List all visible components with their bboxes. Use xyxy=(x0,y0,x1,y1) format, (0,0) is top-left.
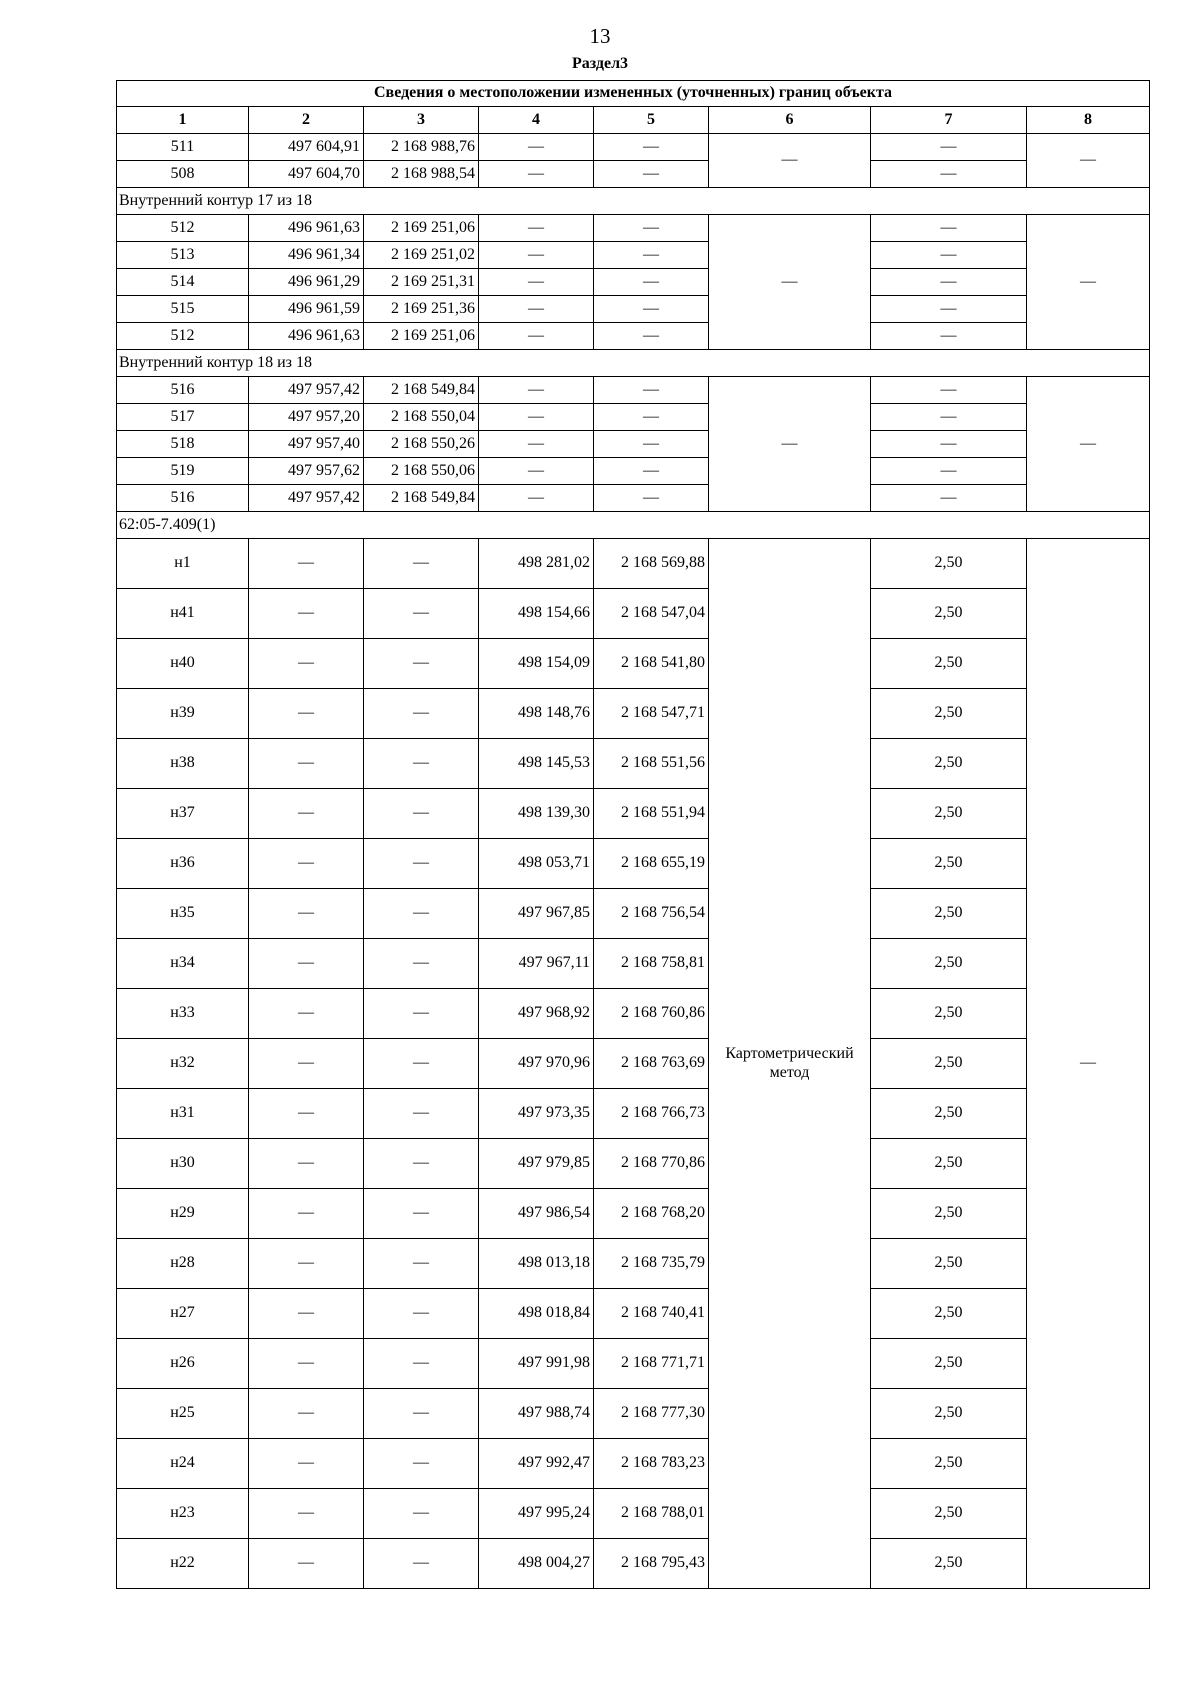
cell-col4: 498 004,27 xyxy=(479,1539,594,1589)
cell-col2: 496 961,63 xyxy=(249,215,364,242)
point-name-cell: 512 xyxy=(117,323,249,350)
cell-col2: 496 961,59 xyxy=(249,296,364,323)
point-name-cell: н38 xyxy=(117,739,249,789)
cell-col2: — xyxy=(249,1189,364,1239)
cell-col3: 2 169 251,36 xyxy=(364,296,479,323)
accuracy-cell: — xyxy=(871,242,1027,269)
page-number: 13 xyxy=(589,24,611,48)
cell-col4: — xyxy=(479,404,594,431)
table-title-row xyxy=(117,81,1150,107)
table-row xyxy=(117,1239,1150,1289)
cell-col5: 2 168 783,23 xyxy=(594,1439,709,1489)
table-row xyxy=(117,431,1150,458)
method-cell: — xyxy=(709,134,871,188)
point-name-cell: н34 xyxy=(117,939,249,989)
contour-label-row xyxy=(117,188,1150,215)
point-name-cell: 516 xyxy=(117,485,249,512)
accuracy-cell: 2,50 xyxy=(871,1089,1027,1139)
contour-label: Внутренний контур 17 из 18 xyxy=(117,188,1150,215)
cell-col5: 2 168 735,79 xyxy=(594,1239,709,1289)
column-number: 2 xyxy=(249,107,364,134)
cell-col4: 498 154,09 xyxy=(479,639,594,689)
contour-label-row xyxy=(117,512,1150,539)
point-name-cell: н36 xyxy=(117,839,249,889)
accuracy-cell: — xyxy=(871,431,1027,458)
column-number: 3 xyxy=(364,107,479,134)
accuracy-cell: 2,50 xyxy=(871,1039,1027,1089)
table-title: Сведения о местоположении измененных (уточненных) границ объекта xyxy=(117,81,1150,107)
cell-col4: — xyxy=(479,296,594,323)
cell-col3: 2 168 988,76 xyxy=(364,134,479,161)
cell-col2: 497 957,20 xyxy=(249,404,364,431)
point-name-cell: 513 xyxy=(117,242,249,269)
cell-col5: 2 168 788,01 xyxy=(594,1489,709,1539)
cell-col2: — xyxy=(249,1039,364,1089)
cell-col4: 497 968,92 xyxy=(479,989,594,1039)
cell-col3: 2 168 550,26 xyxy=(364,431,479,458)
accuracy-cell: — xyxy=(871,377,1027,404)
table-row xyxy=(117,789,1150,839)
column-number: 5 xyxy=(594,107,709,134)
cell-col4: 497 988,74 xyxy=(479,1389,594,1439)
table-row xyxy=(117,1139,1150,1189)
accuracy-cell: 2,50 xyxy=(871,1439,1027,1489)
cell-col5: — xyxy=(594,242,709,269)
cell-col2: 496 961,63 xyxy=(249,323,364,350)
point-name-cell: н25 xyxy=(117,1389,249,1439)
cell-col5: 2 168 655,19 xyxy=(594,839,709,889)
accuracy-cell: 2,50 xyxy=(871,739,1027,789)
accuracy-cell: 2,50 xyxy=(871,989,1027,1039)
column-number: 8 xyxy=(1027,107,1150,134)
point-name-cell: 511 xyxy=(117,134,249,161)
table-row xyxy=(117,989,1150,1039)
cell-col3: — xyxy=(364,889,479,939)
table-row xyxy=(117,639,1150,689)
cell-col2: 497 604,91 xyxy=(249,134,364,161)
cell-col5: 2 168 758,81 xyxy=(594,939,709,989)
cell-col5: 2 168 771,71 xyxy=(594,1339,709,1389)
accuracy-cell: — xyxy=(871,269,1027,296)
cell-col4: 498 053,71 xyxy=(479,839,594,889)
cell-col5: — xyxy=(594,485,709,512)
method-cell: Картометрический метод xyxy=(709,539,871,1589)
contour-label-row xyxy=(117,350,1150,377)
section-title: Раздел3 xyxy=(571,55,629,72)
contour-label: Внутренний контур 18 из 18 xyxy=(117,350,1150,377)
table-row xyxy=(117,485,1150,512)
cell-col5: — xyxy=(594,134,709,161)
cell-col5: 2 168 569,88 xyxy=(594,539,709,589)
accuracy-cell: 2,50 xyxy=(871,1489,1027,1539)
cell-col2: — xyxy=(249,1539,364,1589)
cell-col2: — xyxy=(249,939,364,989)
column-number: 6 xyxy=(709,107,871,134)
method-cell: — xyxy=(709,377,871,512)
cell-col2: — xyxy=(249,739,364,789)
cell-col3: — xyxy=(364,939,479,989)
accuracy-cell: 2,50 xyxy=(871,1289,1027,1339)
cell-col4: 497 967,85 xyxy=(479,889,594,939)
point-name-cell: 518 xyxy=(117,431,249,458)
cell-col5: 2 168 795,43 xyxy=(594,1539,709,1589)
table-row xyxy=(117,296,1150,323)
point-name-cell: н27 xyxy=(117,1289,249,1339)
table-row xyxy=(117,215,1150,242)
cell-col4: — xyxy=(479,134,594,161)
point-name-cell: н39 xyxy=(117,689,249,739)
accuracy-cell: 2,50 xyxy=(871,589,1027,639)
cell-col4: — xyxy=(479,269,594,296)
cell-col4: 498 139,30 xyxy=(479,789,594,839)
point-name-cell: н33 xyxy=(117,989,249,1039)
table-row xyxy=(117,1539,1150,1589)
accuracy-cell: 2,50 xyxy=(871,1389,1027,1439)
accuracy-cell: — xyxy=(871,161,1027,188)
accuracy-cell: 2,50 xyxy=(871,689,1027,739)
cell-col4: 498 018,84 xyxy=(479,1289,594,1339)
cell-col5: — xyxy=(594,458,709,485)
cell-col4: 497 970,96 xyxy=(479,1039,594,1089)
column-number: 4 xyxy=(479,107,594,134)
table-row xyxy=(117,458,1150,485)
point-name-cell: 514 xyxy=(117,269,249,296)
table-row xyxy=(117,404,1150,431)
table-row xyxy=(117,1189,1150,1239)
cell-col3: 2 168 550,04 xyxy=(364,404,479,431)
col8-cell: — xyxy=(1027,539,1150,1589)
point-name-cell: н26 xyxy=(117,1339,249,1389)
table-row xyxy=(117,134,1150,161)
table-row xyxy=(117,1389,1150,1439)
point-name-cell: н22 xyxy=(117,1539,249,1589)
cell-col3: — xyxy=(364,1089,479,1139)
point-name-cell: н32 xyxy=(117,1039,249,1089)
accuracy-cell: 2,50 xyxy=(871,839,1027,889)
cell-col5: 2 168 547,04 xyxy=(594,589,709,639)
cell-col2: — xyxy=(249,1289,364,1339)
cell-col3: — xyxy=(364,1389,479,1439)
cell-col5: — xyxy=(594,404,709,431)
column-number: 7 xyxy=(871,107,1027,134)
cell-col5: 2 168 768,20 xyxy=(594,1189,709,1239)
accuracy-cell: — xyxy=(871,485,1027,512)
cell-col2: 496 961,34 xyxy=(249,242,364,269)
accuracy-cell: — xyxy=(871,404,1027,431)
table-row xyxy=(117,161,1150,188)
point-name-cell: н30 xyxy=(117,1139,249,1189)
cell-col3: — xyxy=(364,1289,479,1339)
cell-col2: — xyxy=(249,839,364,889)
column-number: 1 xyxy=(117,107,249,134)
cell-col3: 2 168 550,06 xyxy=(364,458,479,485)
table-row xyxy=(117,739,1150,789)
point-name-cell: 515 xyxy=(117,296,249,323)
accuracy-cell: 2,50 xyxy=(871,789,1027,839)
cell-col4: 497 991,98 xyxy=(479,1339,594,1389)
cell-col2: — xyxy=(249,1439,364,1489)
table-row xyxy=(117,1489,1150,1539)
cell-col3: 2 169 251,06 xyxy=(364,323,479,350)
table-row xyxy=(117,889,1150,939)
point-name-cell: 517 xyxy=(117,404,249,431)
point-name-cell: н28 xyxy=(117,1239,249,1289)
accuracy-cell: 2,50 xyxy=(871,539,1027,589)
point-name-cell: 512 xyxy=(117,215,249,242)
table-row xyxy=(117,1039,1150,1089)
cell-col4: 497 973,35 xyxy=(479,1089,594,1139)
table-row xyxy=(117,1289,1150,1339)
cell-col3: — xyxy=(364,1489,479,1539)
table-row xyxy=(117,839,1150,889)
cell-col5: 2 168 777,30 xyxy=(594,1389,709,1439)
cell-col3: — xyxy=(364,989,479,1039)
cell-col5: 2 168 551,56 xyxy=(594,739,709,789)
table-row xyxy=(117,323,1150,350)
cell-col3: — xyxy=(364,1039,479,1089)
point-name-cell: н23 xyxy=(117,1489,249,1539)
accuracy-cell: — xyxy=(871,458,1027,485)
cell-col2: — xyxy=(249,1089,364,1139)
cell-col2: — xyxy=(249,639,364,689)
accuracy-cell: 2,50 xyxy=(871,639,1027,689)
point-name-cell: 516 xyxy=(117,377,249,404)
accuracy-cell: 2,50 xyxy=(871,1189,1027,1239)
cell-col4: 497 986,54 xyxy=(479,1189,594,1239)
cell-col5: — xyxy=(594,215,709,242)
cell-col3: — xyxy=(364,539,479,589)
point-name-cell: 519 xyxy=(117,458,249,485)
cell-col4: 497 992,47 xyxy=(479,1439,594,1489)
cell-col4: — xyxy=(479,458,594,485)
accuracy-cell: — xyxy=(871,134,1027,161)
cell-col2: — xyxy=(249,1339,364,1389)
point-name-cell: н31 xyxy=(117,1089,249,1139)
table-row xyxy=(117,377,1150,404)
method-cell: — xyxy=(709,215,871,350)
cell-col5: 2 168 760,86 xyxy=(594,989,709,1039)
table-row xyxy=(117,589,1150,639)
cell-col4: — xyxy=(479,377,594,404)
cell-col5: 2 168 547,71 xyxy=(594,689,709,739)
cell-col5: — xyxy=(594,161,709,188)
cell-col5: — xyxy=(594,431,709,458)
cell-col5: — xyxy=(594,296,709,323)
cell-col2: 496 961,29 xyxy=(249,269,364,296)
point-name-cell: н1 xyxy=(117,539,249,589)
point-name-cell: н41 xyxy=(117,589,249,639)
table-row xyxy=(117,689,1150,739)
cell-col5: 2 168 770,86 xyxy=(594,1139,709,1189)
cell-col4: 498 013,18 xyxy=(479,1239,594,1289)
accuracy-cell: 2,50 xyxy=(871,1539,1027,1589)
contour-label: 62:05-7.409(1) xyxy=(117,512,1150,539)
cell-col2: — xyxy=(249,1139,364,1189)
point-name-cell: н35 xyxy=(117,889,249,939)
cell-col5: 2 168 541,80 xyxy=(594,639,709,689)
cell-col4: 497 995,24 xyxy=(479,1489,594,1539)
accuracy-cell: 2,50 xyxy=(871,1339,1027,1389)
cell-col3: — xyxy=(364,1139,479,1189)
col8-cell: — xyxy=(1027,377,1150,512)
cell-col2: — xyxy=(249,539,364,589)
cell-col2: — xyxy=(249,889,364,939)
point-name-cell: н24 xyxy=(117,1439,249,1489)
cell-col3: — xyxy=(364,689,479,739)
point-name-cell: н37 xyxy=(117,789,249,839)
cell-col3: — xyxy=(364,639,479,689)
cell-col5: 2 168 740,41 xyxy=(594,1289,709,1339)
point-name-cell: н29 xyxy=(117,1189,249,1239)
cell-col2: — xyxy=(249,1239,364,1289)
cell-col3: — xyxy=(364,839,479,889)
cell-col3: — xyxy=(364,1339,479,1389)
cell-col4: — xyxy=(479,485,594,512)
cell-col3: — xyxy=(364,1239,479,1289)
table-row xyxy=(117,242,1150,269)
cell-col5: — xyxy=(594,269,709,296)
cell-col3: — xyxy=(364,1189,479,1239)
table-row xyxy=(117,269,1150,296)
cell-col2: — xyxy=(249,589,364,639)
cell-col3: 2 168 549,84 xyxy=(364,377,479,404)
cell-col4: 497 967,11 xyxy=(479,939,594,989)
col8-cell: — xyxy=(1027,215,1150,350)
table-row xyxy=(117,1339,1150,1389)
accuracy-cell: 2,50 xyxy=(871,1139,1027,1189)
cell-col2: — xyxy=(249,1489,364,1539)
cell-col5: 2 168 756,54 xyxy=(594,889,709,939)
cell-col3: 2 169 251,02 xyxy=(364,242,479,269)
cell-col4: 498 281,02 xyxy=(479,539,594,589)
cell-col4: — xyxy=(479,431,594,458)
cell-col4: — xyxy=(479,215,594,242)
cell-col5: — xyxy=(594,323,709,350)
cell-col2: — xyxy=(249,989,364,1039)
cell-col5: 2 168 766,73 xyxy=(594,1089,709,1139)
cell-col3: — xyxy=(364,789,479,839)
cell-col3: — xyxy=(364,739,479,789)
cell-col3: 2 168 988,54 xyxy=(364,161,479,188)
accuracy-cell: — xyxy=(871,296,1027,323)
cell-col3: 2 169 251,31 xyxy=(364,269,479,296)
column-number-row xyxy=(117,107,1150,134)
accuracy-cell: — xyxy=(871,323,1027,350)
cell-col5: — xyxy=(594,377,709,404)
cell-col4: 498 145,53 xyxy=(479,739,594,789)
cell-col4: — xyxy=(479,161,594,188)
cell-col3: — xyxy=(364,1539,479,1589)
cell-col5: 2 168 551,94 xyxy=(594,789,709,839)
point-name-cell: 508 xyxy=(117,161,249,188)
cell-col2: 497 957,40 xyxy=(249,431,364,458)
cell-col3: — xyxy=(364,1439,479,1489)
cell-col3: — xyxy=(364,589,479,639)
cell-col2: 497 957,42 xyxy=(249,485,364,512)
cell-col5: 2 168 763,69 xyxy=(594,1039,709,1089)
cell-col4: — xyxy=(479,242,594,269)
accuracy-cell: 2,50 xyxy=(871,939,1027,989)
accuracy-cell: 2,50 xyxy=(871,1239,1027,1289)
cell-col2: 497 604,70 xyxy=(249,161,364,188)
cell-col3: 2 168 549,84 xyxy=(364,485,479,512)
cell-col4: 497 979,85 xyxy=(479,1139,594,1189)
point-name-cell: н40 xyxy=(117,639,249,689)
accuracy-cell: 2,50 xyxy=(871,889,1027,939)
table-row xyxy=(117,939,1150,989)
accuracy-cell: — xyxy=(871,215,1027,242)
cell-col2: 497 957,62 xyxy=(249,458,364,485)
cell-col2: — xyxy=(249,1389,364,1439)
table-row xyxy=(117,1439,1150,1489)
cell-col4: — xyxy=(479,323,594,350)
cell-col4: 498 148,76 xyxy=(479,689,594,739)
boundary-table xyxy=(116,80,1150,1589)
col8-cell: — xyxy=(1027,134,1150,188)
cell-col2: 497 957,42 xyxy=(249,377,364,404)
table-row xyxy=(117,539,1150,589)
cell-col2: — xyxy=(249,789,364,839)
cell-col2: — xyxy=(249,689,364,739)
cell-col3: 2 169 251,06 xyxy=(364,215,479,242)
cell-col4: 498 154,66 xyxy=(479,589,594,639)
table-row xyxy=(117,1089,1150,1139)
